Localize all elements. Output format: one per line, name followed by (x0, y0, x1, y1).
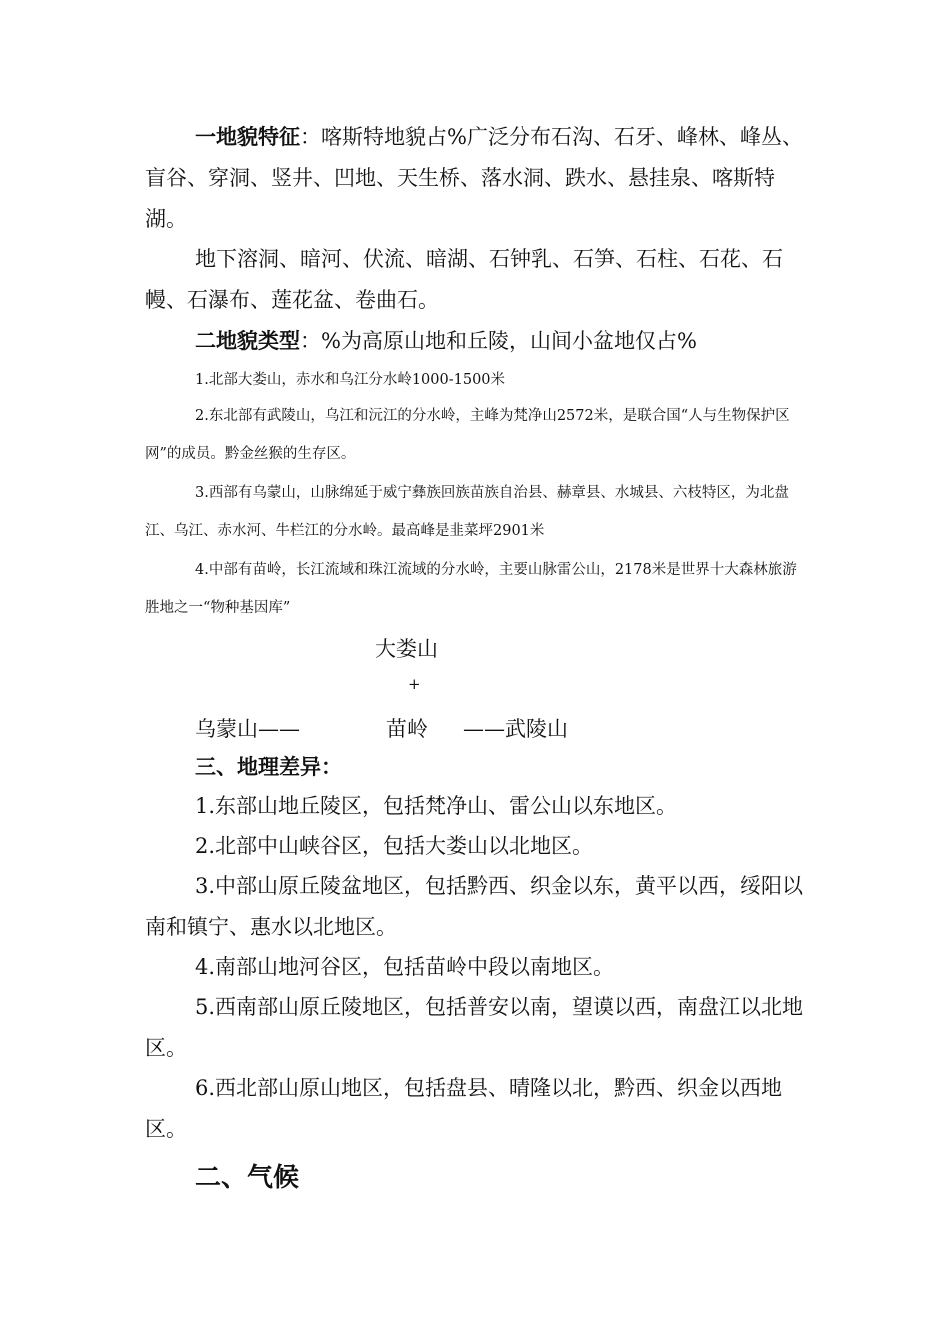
landform-features-text: ：喀斯特地貌占%广泛分布石沟、石牙、峰林、峰丛、盲谷、穿洞、竖井、凹地、天生桥、落水洞、跌水、悬挂泉、喀斯特湖。 (145, 125, 803, 231)
landform-types-paragraph (145, 320, 810, 362)
landform-features-heading: 一地貌特征 (195, 124, 300, 149)
climate-heading: 二、气候 (195, 1163, 300, 1193)
underground-karst-paragraph: 地下溶洞、暗河、伏流、暗湖、石钟乳、石笋、石柱、石花、石幔、石瀑布、莲花盆、卷曲石。 (145, 247, 783, 312)
diagram-plus-sign: + (408, 675, 421, 693)
diagram-right-label: ——武陵山 (463, 717, 568, 741)
diagram-center-label: 苗岭 (386, 717, 428, 741)
geo-diff-item-6: 6.西北部山原山地区，包括盘县、晴隆以北，黔西、织金以西地区。 (145, 1076, 783, 1141)
geo-diff-item-5: 5.西南部山原丘陵地区，包括普安以南，望谟以西，南盘江以北地区。 (145, 995, 804, 1060)
geo-diff-item-2: 2.北部中山峡谷区，包括大娄山以北地区。 (195, 834, 594, 858)
diagram-top-label: 大娄山 (375, 637, 438, 661)
geo-diff-item-4: 4.南部山地河谷区，包括苗岭中段以南地区。 (195, 955, 615, 979)
mountain-item-1: 1.北部大娄山，赤水和乌江分水岭1000-1500米 (195, 372, 506, 388)
diagram-left-label: 乌蒙山—— (195, 717, 300, 741)
geo-diff-item-1: 1.东部山地丘陵区，包括梵净山、雷公山以东地区。 (195, 794, 678, 818)
mountain-item-4: 4.中部有苗岭，长江流域和珠江流域的分水岭，主要山脉雷公山，2178米是世界十大森林旅游胜地之一“物种基因库” (145, 562, 797, 616)
mountain-item-3: 3.西部有乌蒙山，山脉绵延于威宁彝族回族苗族自治县、赫章县、水城县、六枝特区，为北盘江、乌江、赤水河、牛栏江的分水岭。最高峰是韭菜坪2901米 (145, 485, 789, 539)
landform-types-text: ：%为高原山地和丘陵，山间小盆地仅占% (300, 329, 697, 353)
geo-diff-heading: 三、地理差异： (195, 754, 342, 779)
geo-diff-item-3: 3.中部山原丘陵盆地区，包括黔西、织金以东，黄平以西，绥阳以南和镇宁、惠水以北地区。 (145, 874, 804, 939)
landform-types-heading: 二地貌类型 (195, 328, 300, 353)
mountain-item-2: 2.东北部有武陵山，乌江和沅江的分水岭，主峰为梵净山2572米，是联合国“人与生物保护区网”的成员。黔金丝猴的生存区。 (145, 408, 790, 462)
landform-features-paragraph (145, 116, 810, 240)
